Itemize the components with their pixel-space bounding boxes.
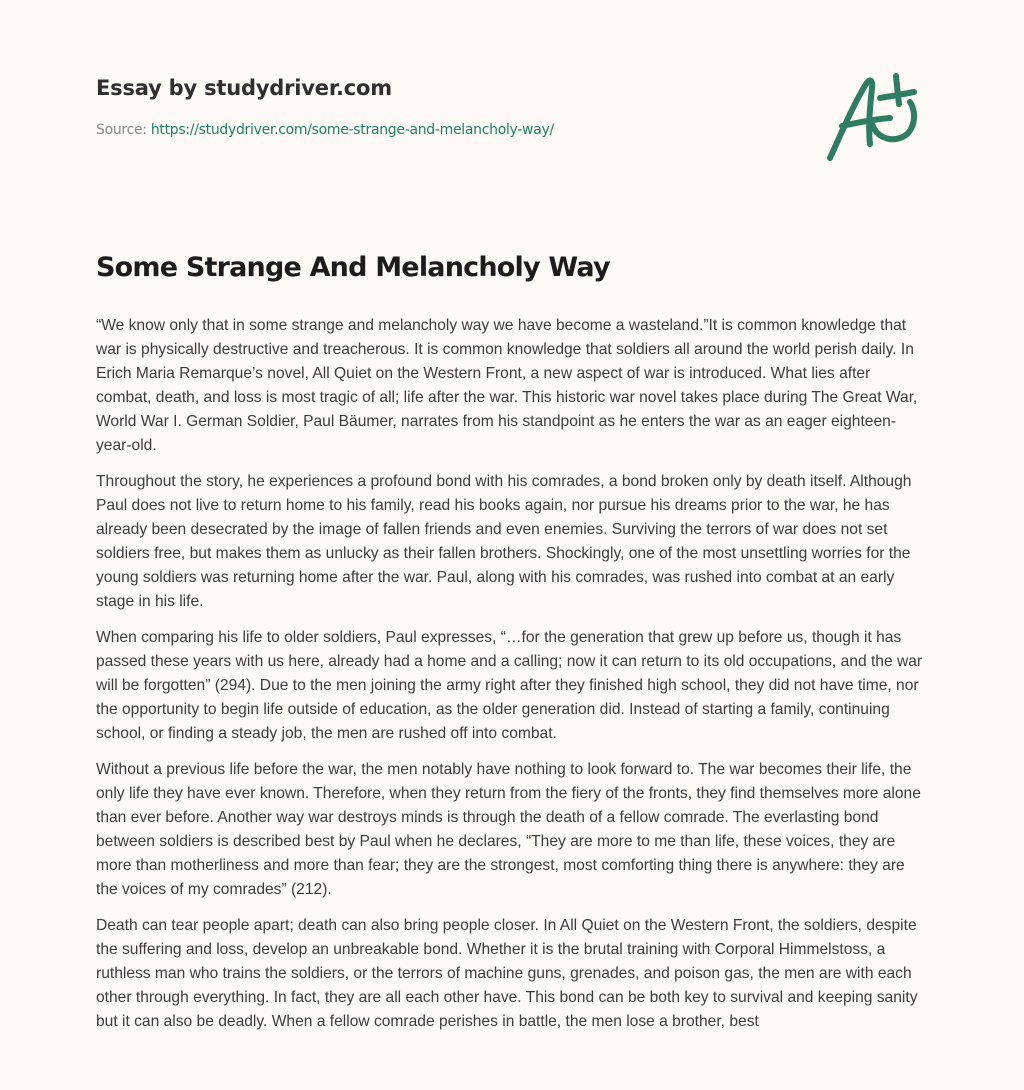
- essay-paragraph-3: When comparing his life to older soldiers, Paul expresses, “…for the generation that grew up before us, though it has passed these years with us here, already had a home and a calling; now it can return to its old occupations, and the war will be forgotten” (294). Due to the men joining the army right after they finished high school, they did not have time, nor the opportunity to begin life outside of education, as the older generation did. Instead of starting a family, continuing school, or finding a steady job, the men are rushed off into combat.: [96, 629, 923, 742]
- essay-paragraph-5: Death can tear people apart; death can also bring people closer. In All Quiet on the Western Front, the soldiers, despite the suffering and loss, develop an unbreakable bond. Whether it is the brutal training with Corporal Himmelstoss, a ruthless man who trains the soldiers, or the terrors of machine guns, grenades, and poison gas, the men are with each other through everything. In fact, they are all each other have. This bond can be both key to survival and keeping sanity but it can also be deadly. When a fellow comrade perishes in battle, the men lose a brother, best: [96, 917, 918, 1030]
- essay-paragraph-1: “We know only that in some strange and melancholy way we have become a wasteland.”It is common knowledge that war is physically destructive and treacherous. It is common knowledge that soldiers all around the world perish daily. In Erich Maria Remarque’s novel, All Quiet on the Western Front, a new aspect of war is introduced. What lies after combat, death, and loss is most tragic of all; life after the war. This historic war novel takes place during The Great War, World War I. German Soldier, Paul Bäumer, narrates from his standpoint as he enters the war as an eager eighteen-year-old.: [96, 317, 918, 454]
- essay-title: Some Strange And Melancholy Way: [96, 252, 610, 283]
- a-plus-grade-icon: [820, 62, 930, 168]
- essay-paragraph-2: Throughout the story, he experiences a profound bond with his comrades, a bond broken only by death itself. Although Paul does not live to return home to his family, read his books again, nor pursue his dreams prior to the war, he has already been desecrated by the image of fallen friends and even enemies. Surviving the terrors of war does not set soldiers free, but makes them as unlucky as their fallen brothers. Shockingly, one of the most unsettling worries for the young soldiers was returning home after the war. Paul, along with his comrades, was rushed into combat at an early stage in his life.: [96, 473, 912, 610]
- source-label: Source:: [96, 122, 147, 138]
- source-link[interactable]: https://studydriver.com/some-strange-and-melancholy-way/: [150, 122, 554, 138]
- essay-body: [96, 314, 926, 1046]
- source-line: [96, 122, 796, 138]
- brand-title: Essay by studydriver.com: [96, 76, 392, 100]
- essay-paragraph-4: Without a previous life before the war, the men notably have nothing to look forward to. The war becomes their life, the only life they have ever known. Therefore, when they return from the fiery of the fronts, they find themselves more alone than ever before. Another way war destroys minds is through the death of a fellow comrade. The everlasting bond between soldiers is described best by Paul when he declares, “They are more to me than life, these voices, they are more than motherliness and more than fear; they are the strongest, most comforting thing there is anywhere: they are the voices of my comrades” (212).: [96, 761, 921, 898]
- page-header: [96, 76, 796, 138]
